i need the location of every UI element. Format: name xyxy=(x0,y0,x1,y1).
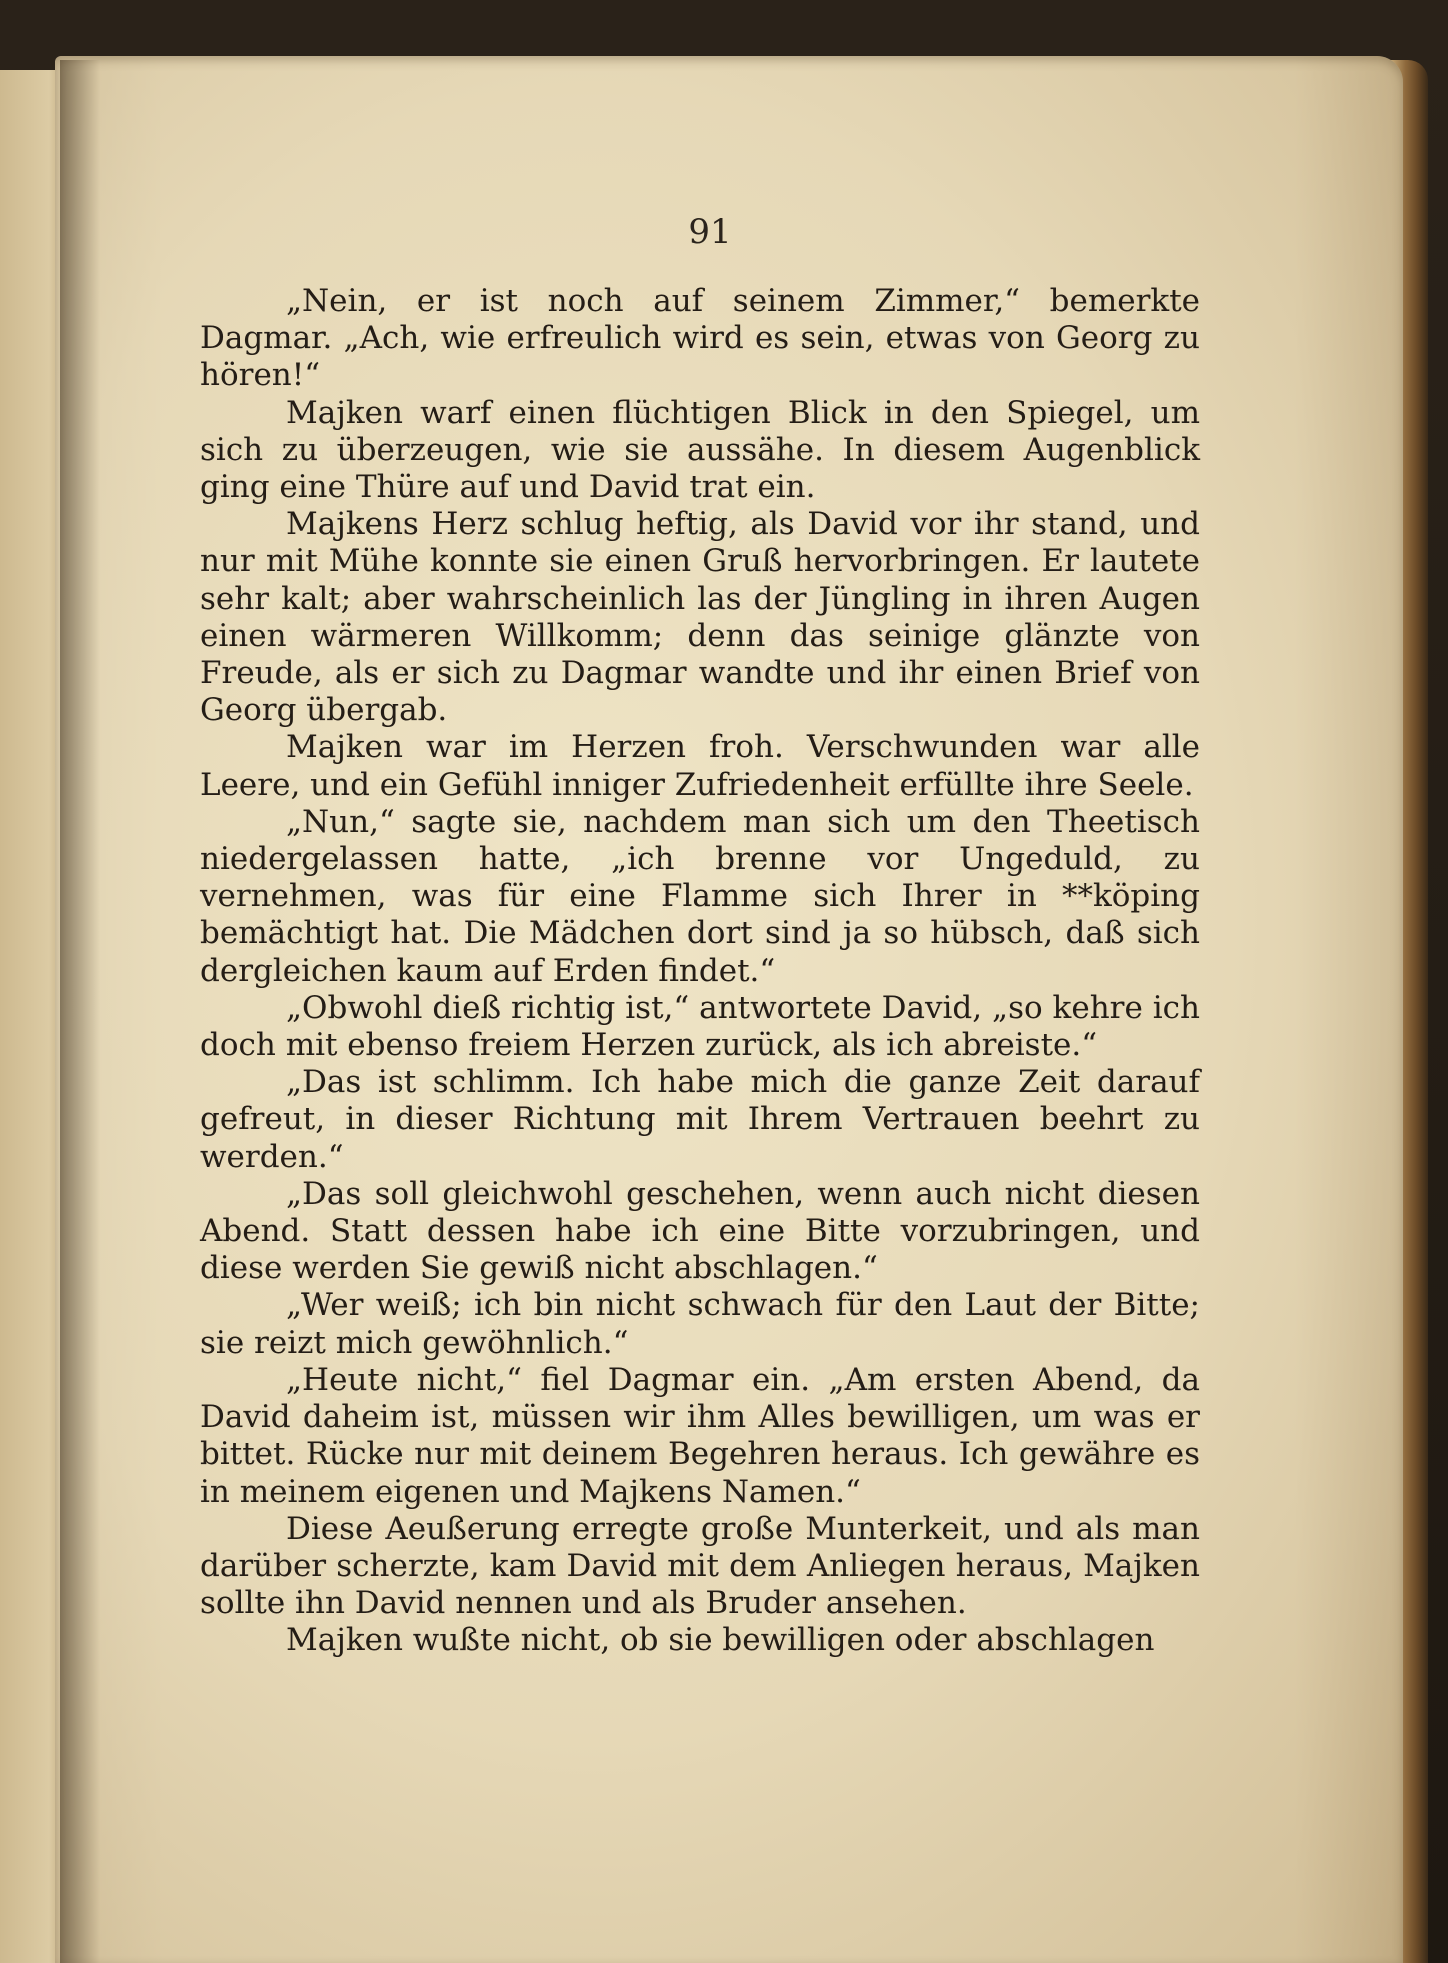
paragraph: Majken wußte nicht, ob sie bewilligen oder abschlagen xyxy=(286,1622,1155,1659)
paragraph: „Das soll gleichwohl geschehen, wenn auch nicht diesen Abend. Statt dessen habe ich eine Bitte vorzubringen, und diese werden Sie gewiß nicht abschlagen.“ xyxy=(200,1175,1200,1287)
paragraph: „Nein, er ist noch auf seinem Zimmer,“ bemerkte Dagmar. „Ach, wie erfreulich wird es sein, etwas von Georg zu hören!“ xyxy=(200,283,1200,394)
paragraph: „Wer weiß; ich bin nicht schwach für den Laut der Bitte; sie reizt mich gewöhnlich.“ xyxy=(200,1287,1200,1361)
paragraph: Majkens Herz schlug heftig, als David vor ihr stand, und nur mit Mühe konnte sie einen Gruß hervorbringen. Er lautete sehr kalt; aber wahrscheinlich las der Jüngling in ihren Augen einen wärmeren Willkomm; denn das seinige glänzte von Freude, als er sich zu Dagmar wandte und ihr einen Brief von Georg übergab. xyxy=(200,506,1200,729)
paragraph: „Das ist schlimm. Ich habe mich die ganze Zeit darauf gefreut, in dieser Richtung mit Ihrem Vertrauen beehrt zu werden.“ xyxy=(200,1064,1200,1175)
paragraph: Majken war im Herzen froh. Verschwunden war alle Leere, und ein Gefühl inniger Zufriedenheit erfüllte ihre Seele. xyxy=(200,729,1200,803)
page-number: 91 xyxy=(688,212,732,252)
paragraph: „Nun,“ sagte sie, nachdem man sich um den Theetisch niedergelassen hatte, „ich brenne vor Ungeduld, zu vernehmen, was für eine Flamme sich Ihrer in **köping bemächtigt hat. Die Mädchen dort sind ja so hübsch, daß sich dergleichen kaum auf Erden findet.“ xyxy=(200,803,1200,989)
paragraph: „Heute nicht,“ fiel Dagmar ein. „Am ersten Abend, da David daheim ist, müssen wir ihm Alles bewilligen, um was er bittet. Rücke nur mit deinem Begehren heraus. Ich gewähre es in meinem eigenen und Majkens Namen.“ xyxy=(200,1361,1200,1510)
paragraph: Majken warf einen flüchtigen Blick in den Spiegel, um sich zu überzeugen, wie sie aussähe. In diesem Augenblick ging eine Thüre auf und David trat ein. xyxy=(200,394,1200,506)
paragraph: „Obwohl dieß richtig ist,“ antwortete David, „so kehre ich doch mit ebenso freiem Herzen zurück, als ich abreiste.“ xyxy=(200,989,1200,1064)
spine-shadow xyxy=(60,60,100,1963)
page-text xyxy=(200,283,1200,1660)
paragraph: Diese Aeußerung erregte große Munterkeit, und als man darüber scherzte, kam David mit dem Anliegen heraus, Majken sollte ihn David nennen und als Bruder ansehen. xyxy=(200,1510,1200,1622)
